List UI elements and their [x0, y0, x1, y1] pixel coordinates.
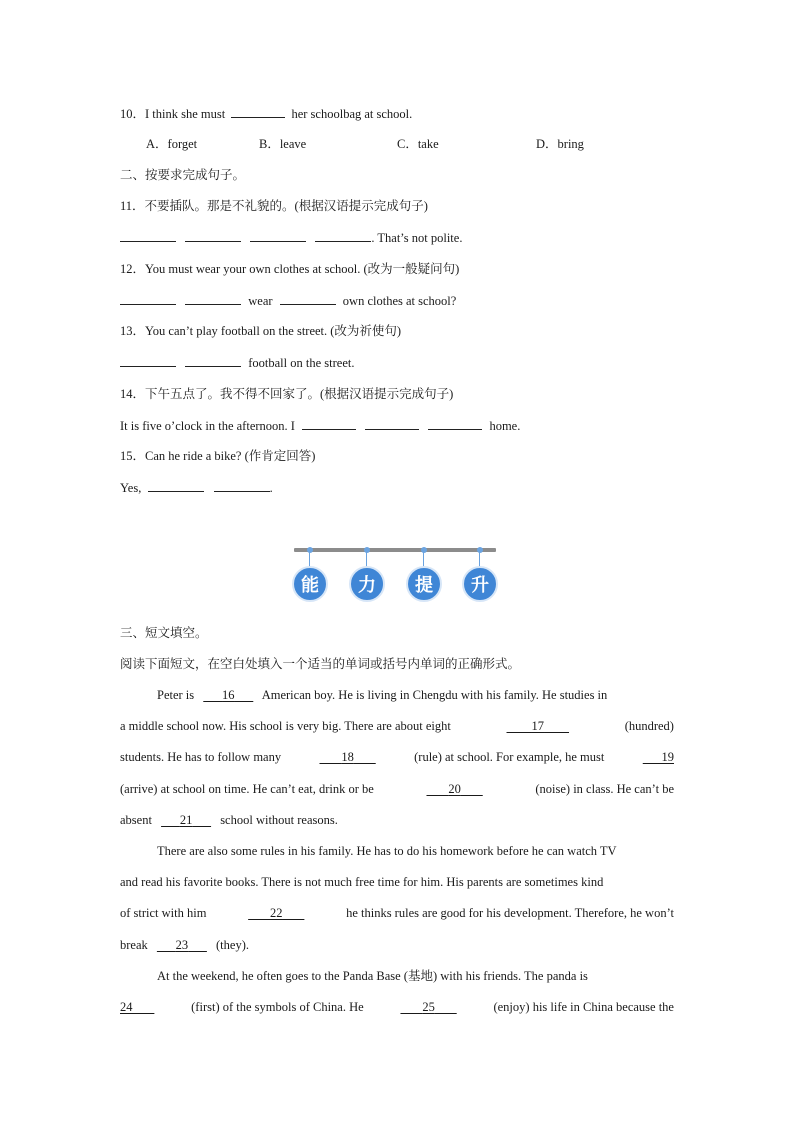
- blank-number: 25: [422, 1000, 435, 1014]
- banner-char: 能: [292, 566, 328, 602]
- answer-blank[interactable]: [428, 417, 482, 430]
- option-d[interactable]: D．bring: [536, 137, 584, 151]
- question-14-stem: 14．下午五点了。我不得不回家了。(根据汉语提示完成句子): [120, 387, 454, 401]
- passage-line: [120, 905, 674, 921]
- banner-stem: [479, 550, 480, 567]
- answer-blank[interactable]: [185, 292, 241, 305]
- blank-number: 21: [179, 813, 193, 827]
- passage-text: (they).: [216, 938, 249, 952]
- banner-dot: [421, 547, 427, 553]
- answer-blank[interactable]: [120, 354, 176, 367]
- numbered-blank[interactable]: [161, 812, 211, 828]
- numbered-blank[interactable]: [507, 718, 570, 734]
- q15-tail: .: [269, 481, 273, 495]
- option-b[interactable]: B．leave: [259, 137, 307, 151]
- question-13-stem: 13．You can’t play football on the street. (改为祈使句): [120, 324, 402, 338]
- question-15-stem: 15．Can he ride a bike? (作肯定回答): [120, 449, 316, 463]
- question-14-answer: [120, 417, 520, 434]
- banner-stem: [423, 550, 424, 567]
- banner-char: 升: [462, 566, 498, 602]
- passage-line: [120, 718, 674, 734]
- passage-text: break: [120, 938, 148, 952]
- passage-line: At the weekend, he often goes to the Panda Base (基地) with his friends. The panda is: [157, 969, 588, 983]
- question-12-stem: 12．You must wear your own clothes at school. (改为一般疑问句): [120, 262, 460, 276]
- q12-tail: own clothes at school?: [342, 294, 457, 308]
- option-a[interactable]: A．forget: [146, 137, 198, 151]
- banner-char: 提: [406, 566, 442, 602]
- answer-blank[interactable]: [148, 479, 204, 492]
- answer-blank[interactable]: [250, 229, 306, 242]
- passage-text: school without reasons.: [220, 813, 338, 827]
- banner-char: 力: [349, 566, 385, 602]
- passage-text: a middle school now. His school is very big. There are about eight: [120, 719, 451, 733]
- question-15-answer: [120, 479, 273, 496]
- numbered-blank[interactable]: [319, 749, 375, 765]
- answer-blank[interactable]: [214, 479, 270, 492]
- numbered-blank[interactable]: [157, 937, 207, 953]
- q10-stem-end: her schoolbag at school.: [291, 107, 413, 121]
- blank-number: 18: [341, 750, 354, 764]
- blank-number: 24: [120, 1000, 133, 1014]
- question-11-stem: 11．不要插队。那是不礼貌的。(根据汉语提示完成句子): [120, 199, 428, 213]
- section-3-instruction: 阅读下面短文，在空白处填入一个适当的单词或括号内单词的正确形式。: [120, 656, 521, 671]
- numbered-blank[interactable]: [643, 749, 674, 765]
- passage-text: (rule) at school. For example, he must: [414, 750, 605, 764]
- passage-text: he thinks rules are good for his development. Therefore, he won’t: [346, 906, 674, 920]
- section-3-title: 三、短文填空。: [120, 625, 208, 640]
- section-2-title: 二、按要求完成句子。: [120, 167, 246, 182]
- q15-head: Yes,: [120, 481, 142, 495]
- passage-text: (hundred): [624, 719, 674, 733]
- passage-line: [120, 812, 674, 828]
- ability-banner: [294, 544, 496, 606]
- passage-text: of strict with him: [120, 906, 207, 920]
- numbered-blank[interactable]: [120, 999, 154, 1015]
- passage-line: [157, 687, 674, 703]
- banner-dot: [307, 547, 313, 553]
- passage-text: Peter is: [157, 688, 195, 702]
- banner-dot: [364, 547, 370, 553]
- passage-text: absent: [120, 813, 152, 827]
- blank-number: 16: [222, 688, 235, 702]
- numbered-blank[interactable]: [203, 687, 253, 703]
- banner-dot: [477, 547, 483, 553]
- numbered-blank[interactable]: [400, 999, 456, 1015]
- answer-blank[interactable]: [315, 229, 371, 242]
- banner-rail: [294, 548, 496, 552]
- numbered-blank[interactable]: [248, 905, 304, 921]
- passage-line: There are also some rules in his family. He has to do his homework before he can watch TV: [157, 844, 617, 858]
- passage-text: American boy. He is living in Chengdu with his family. He studies in: [261, 688, 608, 702]
- q11-tail: . That’s not polite.: [371, 231, 463, 245]
- passage-line: and read his favorite books. There is not much free time for him. His parents are sometimes kind: [120, 875, 604, 889]
- answer-blank[interactable]: [302, 417, 356, 430]
- passage-text: (noise) in class. He can’t be: [535, 782, 674, 796]
- q14-head: It is five o’clock in the afternoon. I: [120, 419, 295, 433]
- banner-stem: [366, 550, 367, 567]
- passage-line: [120, 749, 674, 765]
- answer-blank[interactable]: [185, 354, 241, 367]
- question-12-answer: [120, 292, 456, 309]
- blank-number: 17: [531, 719, 545, 733]
- answer-blank[interactable]: [120, 292, 176, 305]
- numbered-blank[interactable]: [426, 781, 482, 797]
- answer-blank[interactable]: [120, 229, 176, 242]
- q10-stem-start: 10．I think she must: [120, 107, 226, 121]
- blank-number: 22: [270, 906, 283, 920]
- answer-blank[interactable]: [280, 292, 336, 305]
- blank-number: 23: [175, 938, 189, 952]
- question-13-answer: [120, 354, 354, 371]
- passage-text: (first) of the symbols of China. He: [191, 1000, 364, 1014]
- passage-line: [120, 937, 674, 953]
- q13-tail: football on the street.: [248, 356, 355, 370]
- passage-text: (arrive) at school on time. He can’t eat, drink or be: [120, 782, 374, 796]
- q12-mid: wear: [248, 294, 273, 308]
- option-c[interactable]: C．take: [397, 137, 439, 151]
- blank-number: 19: [661, 750, 674, 764]
- question-10: [120, 105, 412, 122]
- answer-blank[interactable]: [231, 105, 285, 118]
- passage-text: (enjoy) his life in China because the: [493, 1000, 674, 1014]
- answer-blank[interactable]: [185, 229, 241, 242]
- passage-text: students. He has to follow many: [120, 750, 282, 764]
- answer-blank[interactable]: [365, 417, 419, 430]
- question-11-answer: [120, 229, 462, 246]
- banner-stem: [309, 550, 310, 567]
- passage-line: [120, 999, 674, 1015]
- q14-tail: home.: [489, 419, 521, 433]
- passage-line: [120, 781, 674, 797]
- blank-number: 20: [448, 782, 461, 796]
